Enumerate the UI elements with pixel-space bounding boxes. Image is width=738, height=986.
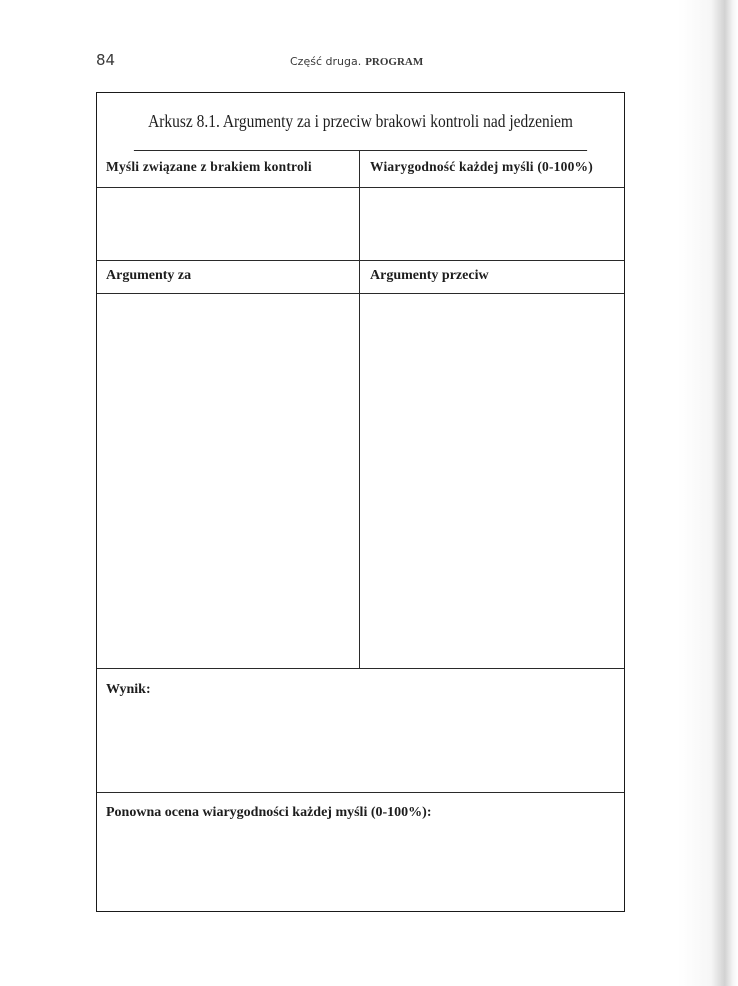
thoughts-answer-cell[interactable] xyxy=(97,188,359,260)
reassessment-label: Ponowna ocena wiarygodności każdej myśli (0-100%): xyxy=(106,805,432,820)
worksheet-table xyxy=(96,92,625,912)
arguments-against-cell[interactable] xyxy=(360,294,624,668)
credibility-answer-cell[interactable] xyxy=(360,188,624,260)
page-edge-shadow xyxy=(678,0,738,986)
running-head-title: PROGRAM xyxy=(365,56,424,68)
row-divider-result xyxy=(97,792,624,793)
result-cell[interactable] xyxy=(97,703,624,791)
arguments-for-header: Argumenty za xyxy=(106,268,192,283)
row-divider-args xyxy=(97,668,624,669)
running-head xyxy=(290,54,423,69)
row-divider-thoughts xyxy=(97,260,624,261)
result-label: Wynik: xyxy=(106,682,151,697)
worksheet-title: Arkusz 8.1. Argumenty za i przeciw brakowi kontroli nad jedzeniem xyxy=(134,93,587,151)
reassessment-cell[interactable] xyxy=(97,828,624,908)
thoughts-column-header: Myśli związane z brakiem kontroli xyxy=(106,159,312,174)
arguments-against-header: Argumenty przeciw xyxy=(370,268,489,283)
credibility-column-header: Wiarygodność każdej myśli (0-100%) xyxy=(370,159,593,174)
running-head-part: Część druga. xyxy=(290,55,362,68)
arguments-for-cell[interactable] xyxy=(97,294,359,668)
page-number: 84 xyxy=(96,51,116,69)
